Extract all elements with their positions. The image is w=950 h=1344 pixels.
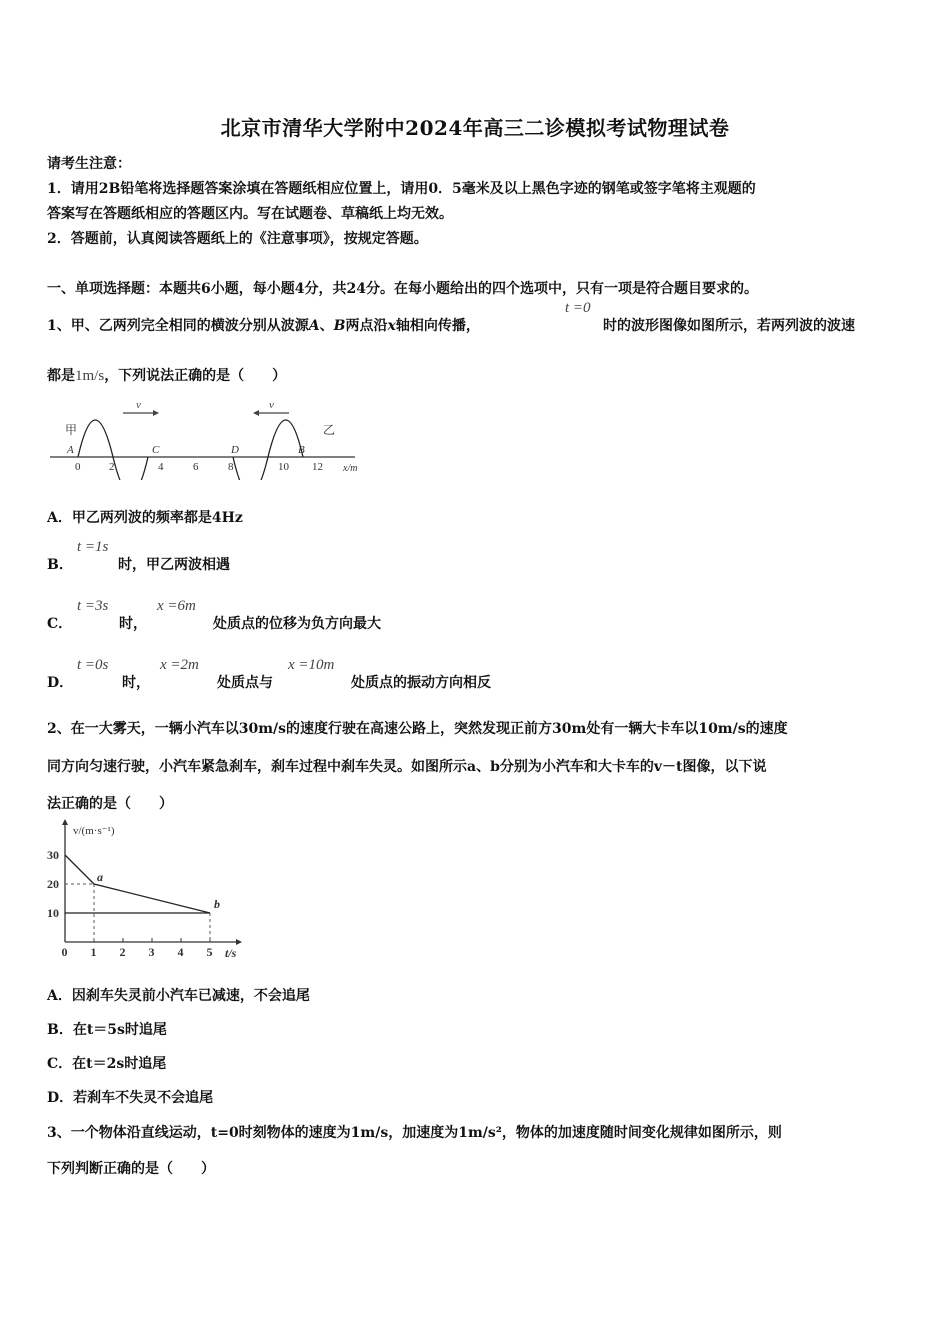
x-tick-label: 4	[177, 945, 184, 959]
q3-stem-line-2: 下列判断正确的是（ ）	[47, 1161, 215, 1177]
arrow-head-left	[253, 410, 259, 416]
q1-wave-figure	[45, 395, 375, 480]
q2-option-b: B．在t＝5s时追尾	[47, 1022, 167, 1038]
notice-line-1: 1．请用2B铅笔将选择题答案涂填在答题纸相应位置上，请用0．5毫米及以上黑色字迹的钢笔或签字笔将主观题的	[47, 181, 756, 197]
q1-option-d-eq1: t =0s	[77, 657, 109, 673]
q1-option-d-mid2: 处质点与	[217, 675, 273, 691]
tick-8: 8	[228, 461, 234, 473]
annotation-a: a	[97, 870, 103, 884]
x-tick-label: 1	[90, 945, 97, 959]
q1-stem-line-2: 都是1m/s，下列说法正确的是（ ）	[47, 368, 287, 384]
y-tick-label: 10	[47, 906, 59, 920]
notice-line-3: 2．答题前，认真阅读答题纸上的《注意事项》，按规定答题。	[47, 231, 428, 247]
q2-option-d: D．若刹车不失灵不会追尾	[47, 1090, 214, 1106]
tick-10: 10	[278, 461, 289, 473]
q2-option-c: C．在t＝2s时追尾	[47, 1056, 167, 1072]
point-A: A	[67, 444, 74, 456]
page-title: 北京市清华大学附中2024年高三二诊模拟考试物理试卷	[220, 116, 730, 140]
x-tick-label: 2	[119, 945, 126, 959]
q2-stem-line-3: 法正确的是（ ）	[47, 796, 173, 812]
tick-4: 4	[158, 461, 164, 473]
annotation-b: b	[214, 897, 220, 911]
q1-equation-t0: t =0	[565, 300, 591, 316]
section-heading: 一、单项选择题：本题共6小题，每小题4分，共24分。在每小题给出的四个选项中，只有一项是符合题目要求的。	[47, 281, 758, 297]
q1-option-d-mid: 时，	[122, 675, 150, 691]
chart-x-arrow	[236, 939, 242, 945]
q1-option-b-label: B．	[47, 557, 73, 573]
arrow-head-right	[153, 410, 159, 416]
chart-x-label: t/s	[225, 946, 237, 960]
q1-option-d-eq2: x =2m	[160, 657, 199, 673]
point-C: C	[152, 444, 160, 456]
q1-stem-line-1-end: 时的波形图像如图所示，若两列波的波速	[603, 318, 855, 334]
q1-option-c-label: C．	[47, 616, 73, 632]
q2-stem-line-2: 同方向匀速行驶，小汽车紧急刹车，刹车过程中刹车失灵。如图所示a、b分别为小汽车和大卡车的v－t图像，以下说	[47, 759, 767, 775]
q1-option-b-text: 时，甲乙两波相遇	[118, 557, 230, 573]
chart-y-arrow	[62, 819, 68, 825]
y-tick-label: 20	[47, 877, 59, 891]
q1-option-c-text: 处质点的位移为负方向最大	[213, 616, 381, 632]
axis-label-x: x/m	[343, 463, 358, 474]
tick-6: 6	[193, 461, 199, 473]
series-line-a	[65, 855, 210, 913]
q3-stem-line-1: 3、一个物体沿直线运动，t=0时刻物体的速度为1m/s，加速度为1m/s²，物体的加速度随时间变化规律如图所示，则	[47, 1125, 782, 1141]
x-tick-label: 3	[148, 945, 155, 959]
label-v-right: v	[269, 399, 274, 411]
q1-option-b-eq: t =1s	[77, 539, 109, 555]
q1-option-d-text: 处质点的振动方向相反	[351, 675, 491, 691]
q2-vt-chart	[40, 815, 250, 965]
q1-option-d-eq3: x =10m	[288, 657, 335, 673]
q2-option-a: A．因刹车失灵前小汽车已减速，不会追尾	[47, 988, 310, 1004]
q1-option-d-label: D．	[47, 675, 74, 691]
x-tick-label: 5	[206, 945, 213, 959]
q2-stem-line-1: 2、在一大雾天，一辆小汽车以30m/s的速度行驶在高速公路上，突然发现正前方30m处有一辆大卡车以10m/s的速度	[47, 721, 788, 737]
notice-line-2: 答案写在答题纸相应的答题区内。写在试题卷、草稿纸上均无效。	[47, 206, 453, 222]
label-jia: 甲	[65, 423, 78, 437]
label-yi: 乙	[323, 423, 336, 437]
q1-stem-line-1: 1、甲、乙两列完全相同的横波分别从波源A、B两点沿x轴相向传播，	[47, 318, 480, 334]
q1-option-c-eq1: t =3s	[77, 598, 109, 614]
tick-2: 2	[109, 461, 115, 473]
q1-option-c-eq2: x =6m	[157, 598, 196, 614]
q1-option-c-mid: 时，	[119, 616, 147, 632]
point-B: B	[298, 444, 305, 456]
wave-yi	[233, 420, 303, 480]
x-tick-label: 0	[61, 945, 68, 959]
label-v-left: v	[136, 399, 141, 411]
chart-y-label: v/(m·s⁻¹)	[73, 825, 115, 837]
y-tick-label: 30	[47, 848, 59, 862]
point-D: D	[231, 444, 239, 456]
q1-option-a: A．甲乙两列波的频率都是4Hz	[47, 510, 243, 526]
tick-0: 0	[75, 461, 81, 473]
notice-heading: 请考生注意：	[47, 156, 131, 172]
tick-12: 12	[312, 461, 323, 473]
